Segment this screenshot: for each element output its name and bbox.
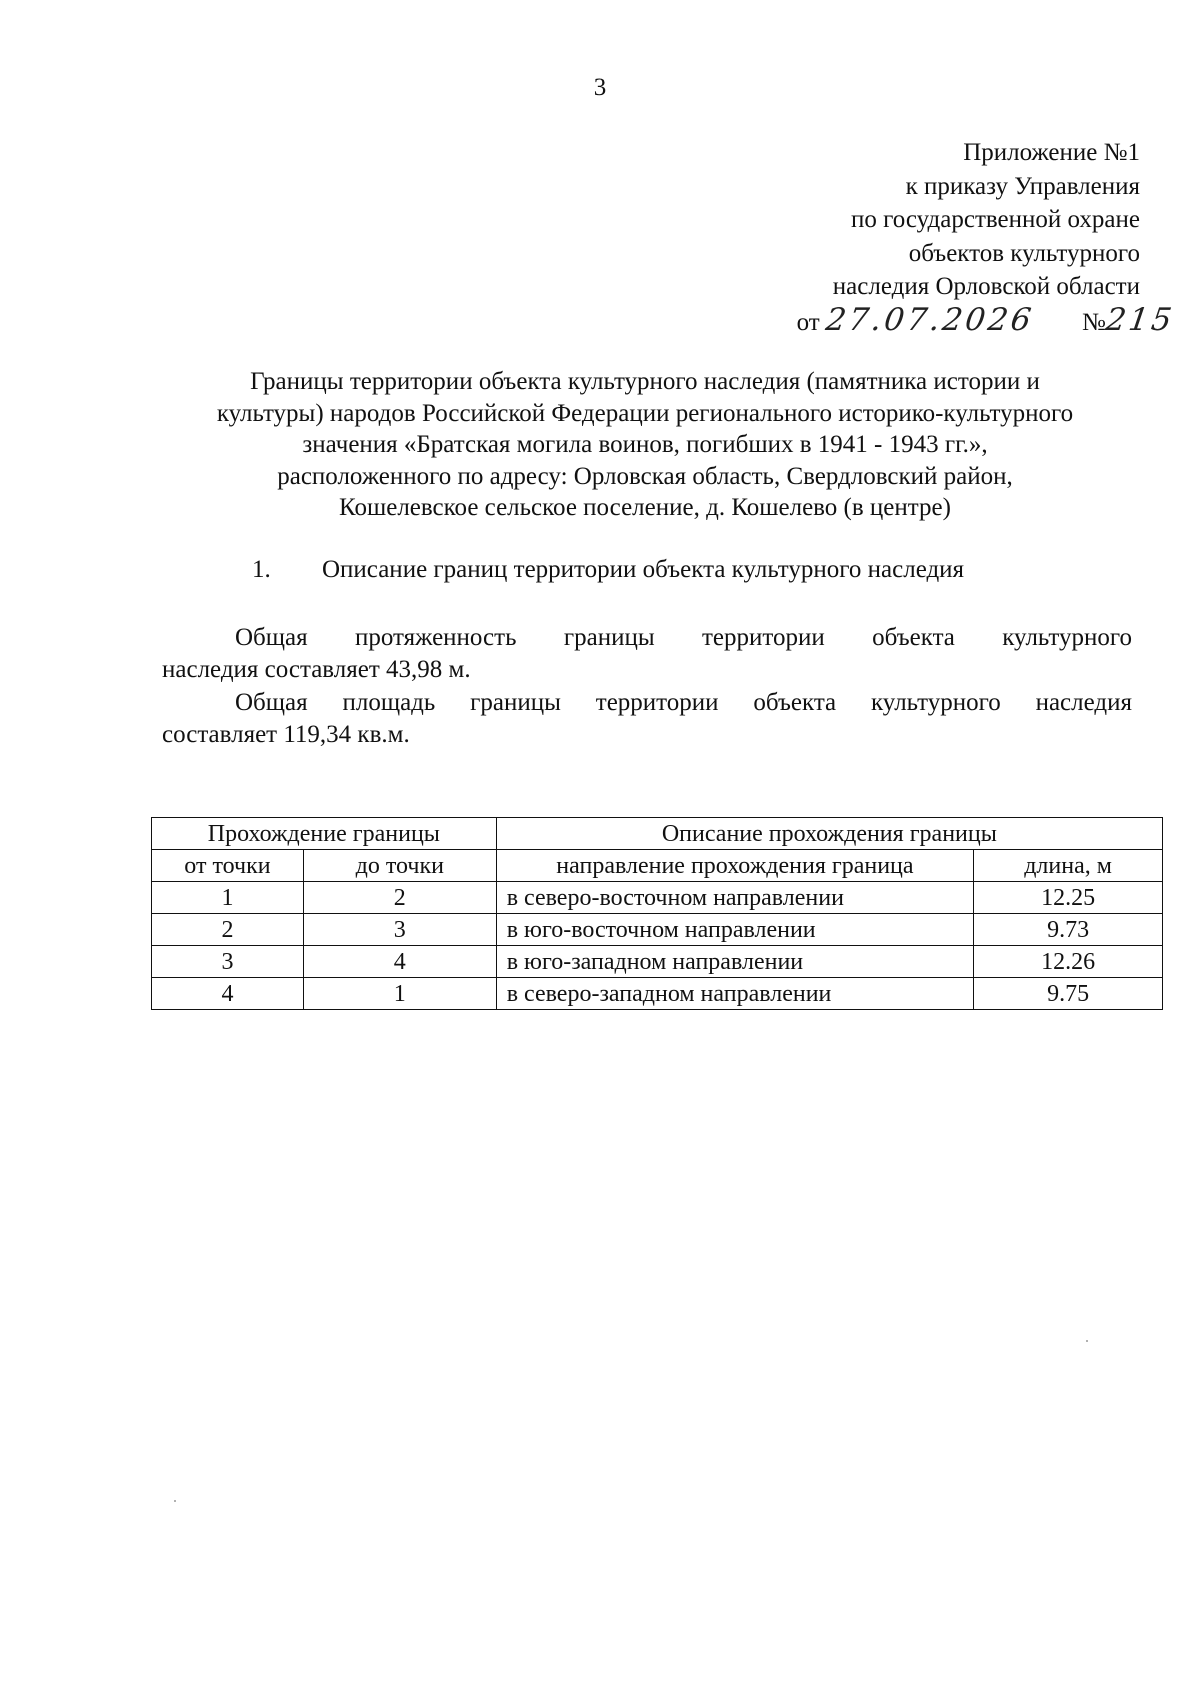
table-row <box>152 914 1163 946</box>
cell-from: 4 <box>152 978 304 1010</box>
title-line: расположенного по адресу: Орловская область, Свердловский район, <box>277 462 1013 490</box>
cell-direction: в юго-западном направлении <box>496 946 973 978</box>
boundary-table <box>151 817 1163 1010</box>
appendix-block <box>540 136 1177 339</box>
cell-to: 2 <box>303 882 496 914</box>
table-row <box>152 946 1163 978</box>
appendix-line: объектов культурного <box>908 239 1140 267</box>
column-header-to: до точки <box>303 850 496 882</box>
cell-direction: в северо-западном направлении <box>496 978 973 1010</box>
appendix-line: Приложение №1 <box>963 139 1140 166</box>
table-row <box>152 978 1163 1010</box>
table-row <box>152 882 1163 914</box>
date-prefix: от <box>796 308 820 336</box>
area-text-line: составляет 119,34 кв.м. <box>162 721 410 748</box>
cell-to: 4 <box>303 946 496 978</box>
appendix-line: к приказу Управления <box>905 172 1140 200</box>
cell-from: 2 <box>152 914 304 946</box>
column-header-length: длина, м <box>974 850 1163 882</box>
cell-length: 9.73 <box>974 914 1163 946</box>
scan-artifact <box>1086 1340 1088 1342</box>
title-line: Кошелевское сельское поселение, д. Кошелево (в центре) <box>339 494 951 521</box>
cell-length: 12.25 <box>974 882 1163 914</box>
cell-from: 1 <box>152 882 304 914</box>
appendix-line: наследия Орловской области <box>832 273 1140 300</box>
column-header-direction: направление прохождения граница <box>496 850 973 882</box>
appendix-line: по государственной охране <box>850 206 1140 233</box>
cell-direction: в юго-восточном направлении <box>496 914 973 946</box>
title-line: значения «Братская могила воинов, погибших в 1941 - 1943 гг.», <box>302 431 988 458</box>
table-group-header-row <box>152 818 1163 850</box>
length-text-line: наследия составляет 43,98 м. <box>162 656 471 683</box>
order-date-number <box>540 301 1177 340</box>
page-number: 3 <box>593 74 607 101</box>
length-text-line: Общая протяженность границы территории объекта культурного <box>235 624 1132 651</box>
handwritten-date: 27.07.2026 <box>823 301 1037 338</box>
cell-length: 12.26 <box>974 946 1163 978</box>
cell-direction: в северо-восточном направлении <box>496 882 973 914</box>
cell-length: 9.75 <box>974 978 1163 1010</box>
cell-from: 3 <box>152 946 304 978</box>
cell-to: 3 <box>303 914 496 946</box>
title-line: Границы территории объекта культурного наследия (памятника истории и <box>250 368 1040 395</box>
column-header-from: от точки <box>152 850 304 882</box>
group-header-description: Описание прохождения границы <box>496 818 1162 850</box>
cell-to: 1 <box>303 978 496 1010</box>
group-header-passage: Прохождение границы <box>152 818 497 850</box>
handwritten-number: 215 <box>1103 301 1177 338</box>
section-heading <box>252 556 964 584</box>
area-text-line: Общая площадь границы территории объекта культурного наследия <box>235 689 1132 716</box>
length-paragraph <box>162 622 1132 686</box>
document-title <box>150 366 1140 524</box>
area-paragraph <box>162 687 1132 751</box>
section-number: 1. <box>252 556 271 583</box>
number-prefix: № <box>1081 308 1106 336</box>
section-title: Описание границ территории объекта культурного наследия <box>322 556 965 583</box>
table-column-header-row <box>152 850 1163 882</box>
title-line: культуры) народов Российской Федерации регионального историко-культурного <box>216 399 1074 427</box>
scan-artifact <box>174 1500 176 1502</box>
